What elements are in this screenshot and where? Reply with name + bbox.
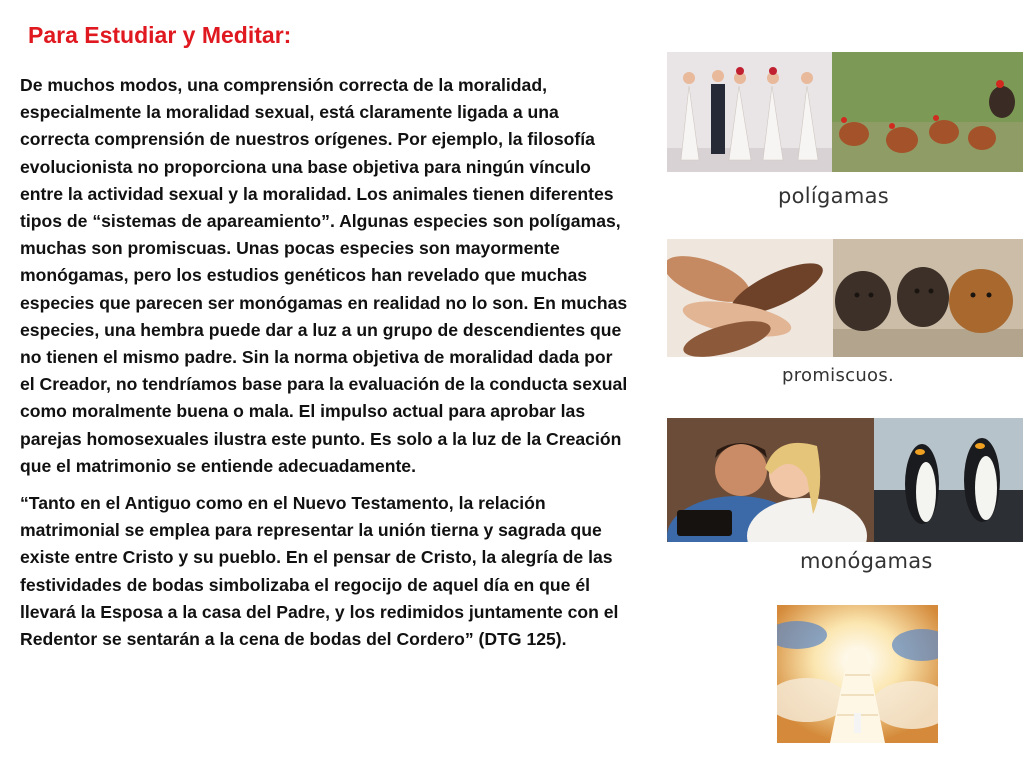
photo-penguins bbox=[874, 418, 1023, 542]
paragraph-main: De muchos modos, una comprensión correcta de la moralidad, especialmente la moralidad sexual, está claramente ligada a una correcta comprensión de nuestros orígenes. Por ejemplo, la filosofía evolucionista no proporciona una base objetiva para ningún vínculo entre la actividad sexual y la moralidad. Los animales tienen diferentes tipos de “sistemas de apareamiento”. Algunas especies son polígamas, muchas son promiscuas. Unas pocas especies son mayormente monógamas, pero los estudios genéticos han revelado que muchas especies que parecen ser monógamas en realidad no lo son. En muchas especies, una hembra puede dar a luz a un grupo de descendientes que no tienen el mismo padre. Sin la norma objetiva de moralidad dada por el Creador, no tendríamos base para la evaluación de la conducta sexual como moralmente buena o mala. El impulso actual para aprobar las parejas homosexuales ilustra este punto. Es solo a la luz de la Creación que el matrimonio se entiende adecuadamente. bbox=[20, 75, 628, 476]
photo-dogs bbox=[833, 239, 1023, 357]
photo-couple bbox=[667, 418, 874, 542]
photo-hands bbox=[667, 239, 833, 357]
body-text bbox=[20, 72, 630, 663]
photo-wedding-group bbox=[667, 52, 832, 172]
caption-promiscuous: promiscuos. bbox=[782, 365, 895, 386]
slide-title: Para Estudiar y Meditar: bbox=[28, 22, 292, 48]
photo-chickens bbox=[832, 52, 1023, 172]
paragraph-quote: “Tanto en el Antiguo como en el Nuevo Testamento, la relación matrimonial se emplea para representar la unión tierna y sagrada que existe entre Cristo y su pueblo. En el pensar de Cristo, la alegría de las festividades de bodas simbolizaba el regocijo de aquel día en que él llevará la Esposa a la casa del Padre, y los redimidos juntamente con el Redentor se sentarán a la cena de bodas del Cordero” (DTG 125). bbox=[20, 493, 619, 650]
photo-heavenly-stairway bbox=[777, 605, 938, 743]
caption-monogamous: monógamas bbox=[800, 549, 933, 573]
caption-polygamous: polígamas bbox=[778, 184, 890, 208]
